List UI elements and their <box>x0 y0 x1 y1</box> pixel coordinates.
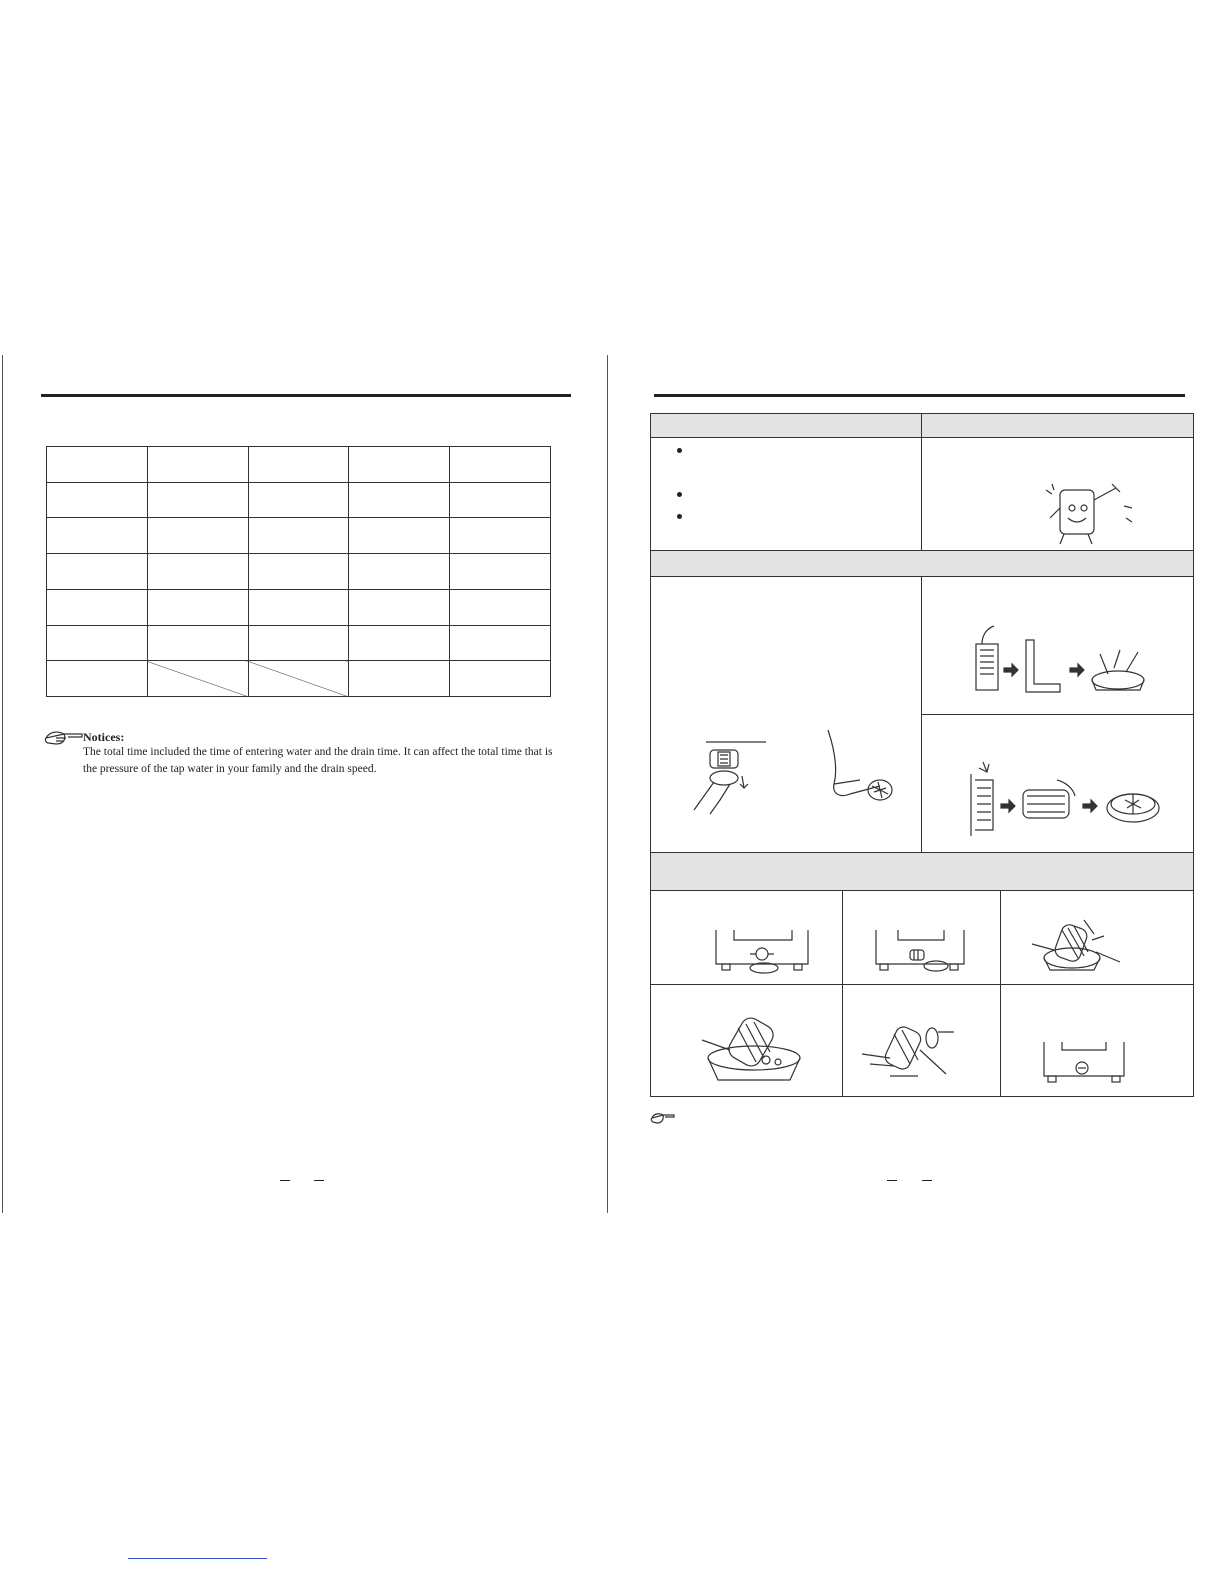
left-page-number-mark-2 <box>314 1180 324 1181</box>
section3-header <box>650 852 1194 892</box>
left-page-edge <box>2 355 3 1213</box>
table-row <box>47 589 551 625</box>
notice-heading: Notices: <box>83 730 125 744</box>
drain-filter-step-4-icon <box>700 1010 810 1090</box>
table-cell <box>450 625 551 661</box>
table-cell <box>147 482 248 518</box>
bullet-3 <box>677 514 682 519</box>
table-cell <box>349 518 450 554</box>
table-cell <box>248 447 349 483</box>
bottom-link-underline <box>128 1558 267 1559</box>
table-cell-diagonal <box>248 661 349 697</box>
section2-header <box>650 550 1194 578</box>
table-cell <box>47 447 148 483</box>
table-cell <box>47 589 148 625</box>
hand-cleaning-filter-icon <box>820 728 900 828</box>
table-row <box>47 447 551 483</box>
right-page-number-mark-1 <box>887 1180 897 1181</box>
detergent-drawer-cleaning-icon <box>968 624 1168 696</box>
table-row <box>47 625 551 661</box>
section1-header-right <box>921 413 1194 439</box>
table-cell <box>450 554 551 590</box>
table-cell <box>349 554 450 590</box>
bullet-1 <box>677 448 682 453</box>
table-cell <box>47 625 148 661</box>
table-cell <box>147 625 248 661</box>
drain-filter-step-2-icon <box>872 926 972 976</box>
table-cell <box>450 661 551 697</box>
happy-drum-illustration-icon <box>1038 478 1138 548</box>
bullet-2 <box>677 492 682 497</box>
table-cell <box>147 518 248 554</box>
table-cell <box>349 482 450 518</box>
program-time-table <box>46 446 551 697</box>
notice-text: The total time included the time of entering water and the drain time. It can affect the total time that is the pressure of the tap water in your family and the drain speed. <box>83 746 553 775</box>
inlet-valve-filter-icon <box>690 738 780 818</box>
table-cell <box>248 625 349 661</box>
drain-filter-step-3-icon <box>1028 914 1138 980</box>
table-cell <box>349 661 450 697</box>
drain-filter-step-6-icon <box>1040 1040 1130 1084</box>
lint-filter-cleaning-icon <box>965 760 1165 840</box>
table-cell <box>450 447 551 483</box>
table-cell <box>349 625 450 661</box>
drain-filter-step-5-icon <box>860 1020 960 1084</box>
table-row <box>47 661 551 697</box>
table-row <box>47 518 551 554</box>
table-cell <box>47 554 148 590</box>
table-cell <box>47 661 148 697</box>
table-cell <box>248 554 349 590</box>
left-header-rule <box>41 394 571 397</box>
table-cell <box>47 482 148 518</box>
table-cell <box>147 447 248 483</box>
table-cell <box>248 518 349 554</box>
table-cell-diagonal <box>147 661 248 697</box>
right-header-rule <box>654 394 1185 397</box>
left-page-number-mark-1 <box>280 1180 290 1181</box>
table-cell <box>450 518 551 554</box>
table-cell <box>248 482 349 518</box>
table-cell <box>349 447 450 483</box>
drain-filter-step-1-icon <box>712 926 812 976</box>
table-cell <box>450 589 551 625</box>
table-cell <box>450 482 551 518</box>
table-cell <box>349 589 450 625</box>
right-pointing-hand-icon <box>650 1111 676 1125</box>
table-cell <box>47 518 148 554</box>
table-cell <box>147 589 248 625</box>
table-cell <box>147 554 248 590</box>
section1-header-left <box>650 413 923 439</box>
section1-content-left <box>650 437 923 552</box>
table-row <box>47 482 551 518</box>
pointing-hand-icon <box>44 729 84 747</box>
table-cell <box>248 589 349 625</box>
table-row <box>47 554 551 590</box>
center-fold-line <box>607 355 608 1213</box>
right-page-number-mark-2 <box>922 1180 932 1181</box>
